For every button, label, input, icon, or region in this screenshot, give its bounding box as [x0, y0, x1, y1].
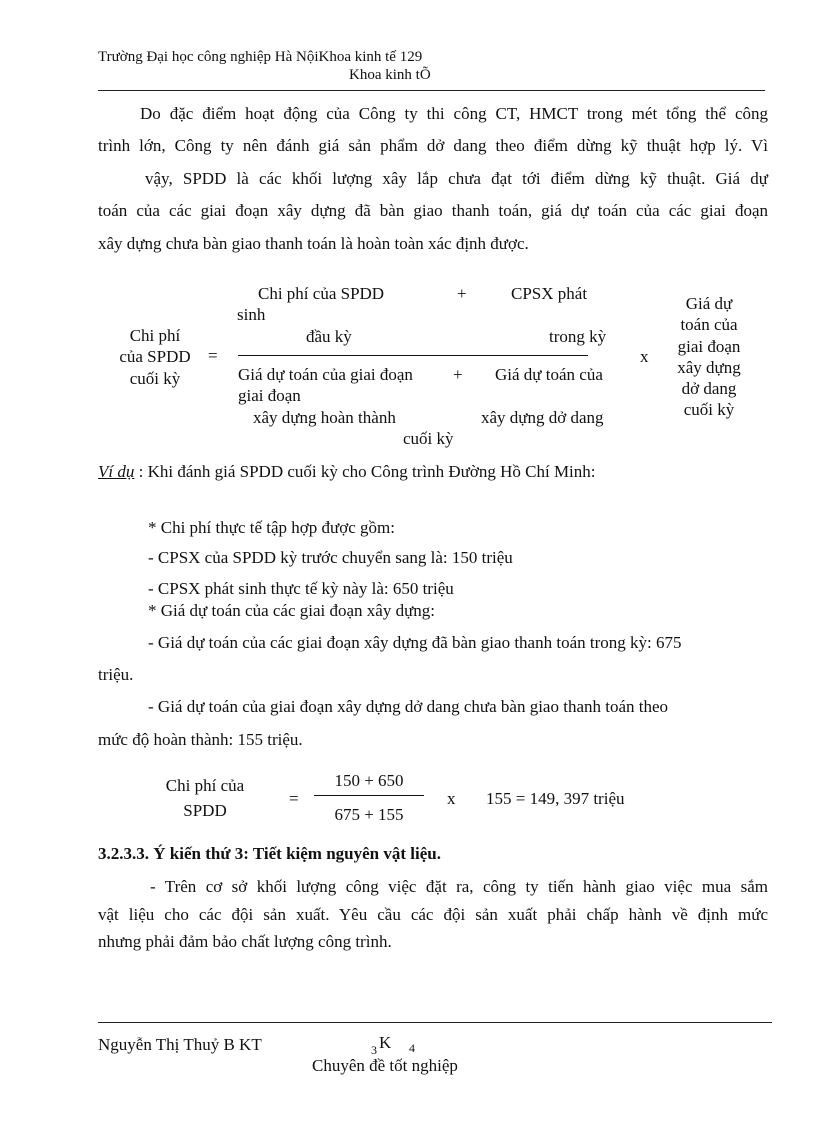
- header-faculty: Khoa kinh tÕ: [349, 67, 431, 83]
- formula-fraction-bar: [238, 355, 588, 356]
- footer-sub-3: 3: [371, 1043, 377, 1057]
- header-school: Trường Đại học công nghiệp Hà NộiKhoa kinh tế 129: [98, 49, 423, 65]
- example-bullet-2: - CPSX của SPDD kỳ trước chuyển sang là: 150 triệu: [148, 548, 513, 567]
- formula-rhs-3: giai đoạn: [677, 337, 741, 356]
- footer-k: K: [379, 1033, 392, 1052]
- formula-lhs-1: Chi phí: [129, 326, 181, 345]
- section-heading: 3.2.3.3. Ý kiến thứ 3: Tiết kiệm nguyên vật liệu.: [98, 844, 441, 863]
- formula-rhs-6: cuối kỳ: [683, 400, 735, 419]
- numerator-term-b-2: trong kỳ: [549, 327, 607, 346]
- example-intro: [98, 462, 596, 482]
- example-bullet-6b: mức độ hoàn thành: 155 triệu.: [98, 730, 303, 749]
- calc-lhs-1: Chi phí của: [165, 776, 245, 795]
- numerator-term-a-sinh: sinh: [237, 305, 266, 324]
- denominator-term-b: Giá dự toán của: [495, 365, 603, 384]
- calc-lhs-2: SPDD: [183, 801, 227, 820]
- calc-result: 155 = 149, 397 triệu: [486, 789, 625, 808]
- formula-equals: =: [208, 346, 218, 365]
- numerator-term-b: CPSX phát: [511, 284, 588, 303]
- denominator-cuoiky: cuối kỳ: [403, 429, 454, 448]
- formula-rhs-1: Giá dự: [685, 294, 733, 313]
- intro-line-2: trình lớn, Công ty nên đánh giá sản phẩm dở dang theo điểm dừng kỹ thuật hợp lý. Vì: [98, 136, 768, 155]
- formula-rhs-5: dở dang: [681, 379, 737, 398]
- denominator-term-b-2: xây dựng dở dang: [481, 408, 604, 427]
- numerator-term-a-2: đầu kỳ: [306, 327, 352, 346]
- denominator-term-a: Giá dự toán của giai đoạn: [238, 365, 413, 384]
- example-text: : Khi đánh giá SPDD cuối kỳ cho Công trình Đường Hồ Chí Minh:: [134, 462, 596, 481]
- calc-fraction-bar: [314, 795, 424, 796]
- header-rule: [98, 90, 765, 91]
- denominator-plus: +: [453, 365, 463, 384]
- formula-rhs-2: toán của: [680, 315, 738, 334]
- footer-title: Chuyên đề tốt nghiệp: [312, 1056, 458, 1075]
- example-bullet-5a: - Giá dự toán của các giai đoạn xây dựng đã bàn giao thanh toán trong kỳ: 675: [148, 633, 682, 652]
- section-para-3: nhưng phải đảm bảo chất lượng công trình.: [98, 932, 392, 951]
- formula-rhs-4: xây dựng: [677, 358, 741, 377]
- denominator-term-a-giai: giai đoạn: [238, 386, 301, 405]
- example-bullet-6a: - Giá dự toán của giai đoạn xây dựng dở dang chưa bàn giao thanh toán theo: [148, 697, 669, 716]
- calc-times: x: [447, 789, 456, 808]
- calc-equals: =: [289, 789, 299, 808]
- calc-denominator: 675 + 155: [334, 805, 404, 824]
- formula-times: x: [640, 347, 649, 366]
- footer-author: Nguyễn Thị Thuỷ B KT: [98, 1035, 262, 1054]
- example-label: Ví dụ: [98, 462, 135, 481]
- intro-line-3: vậy, SPDD là các khối lượng xây lắp chưa đạt tới điểm dừng kỹ thuật. Giá dự: [145, 169, 768, 188]
- section-para-1: - Trên cơ sở khối lượng công việc đặt ra, công ty tiến hành giao việc mua sắm: [150, 877, 768, 896]
- example-bullet-4: * Giá dự toán của các giai đoạn xây dựng:: [148, 601, 436, 620]
- footer-sub-4: 4: [409, 1041, 415, 1055]
- intro-line-1: Do đặc điểm hoạt động của Công ty thi công CT, HMCT trong mét tổng thể công: [140, 104, 768, 123]
- calc-numerator: 150 + 650: [334, 771, 404, 790]
- footer-rule: [98, 1022, 772, 1023]
- formula-lhs-2: của SPDD: [119, 347, 191, 366]
- numerator-plus: +: [457, 284, 467, 303]
- intro-line-5: xây dựng chưa bàn giao thanh toán là hoàn toàn xác định được.: [98, 234, 529, 253]
- intro-line-4: toán của các giai đoạn xây dựng đã bàn giao thanh toán, giá dự toán của các giai đoạn: [98, 201, 768, 220]
- denominator-term-a-2: xây dựng hoàn thành: [253, 408, 396, 427]
- example-bullet-1: * Chi phí thực tế tập hợp được gồm:: [148, 518, 395, 537]
- example-bullet-3: - CPSX phát sinh thực tế kỳ này là: 650 triệu: [148, 579, 454, 598]
- formula-lhs-3: cuối kỳ: [129, 369, 181, 388]
- example-bullet-5b: triệu.: [98, 665, 134, 684]
- numerator-term-a: Chi phí của SPDD: [258, 284, 385, 303]
- section-para-2: vật liệu cho các đội sản xuất. Yêu cầu các đội sản xuất phải chấp hành về định mức: [98, 905, 768, 924]
